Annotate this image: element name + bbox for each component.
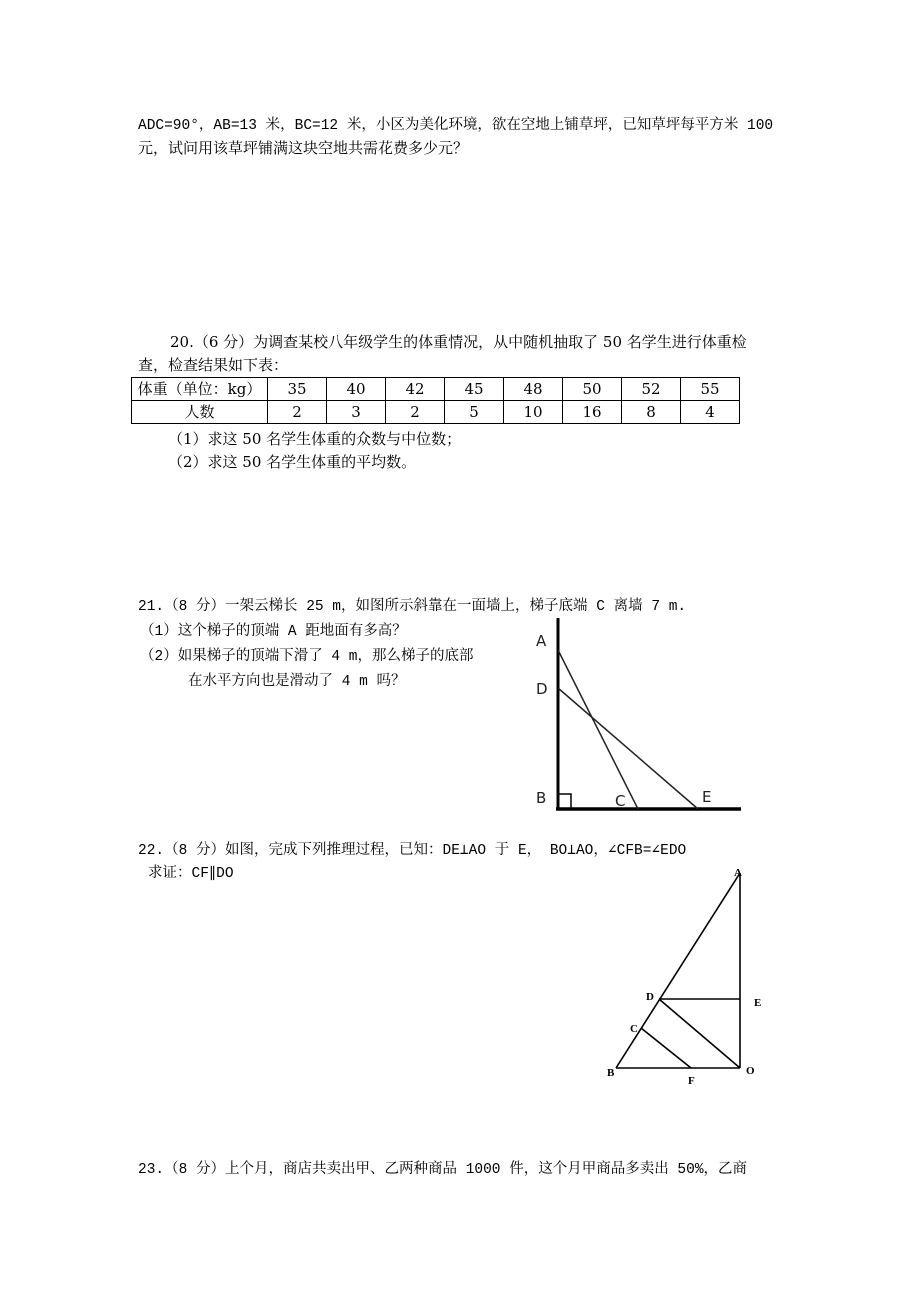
table-cell: 16 [563, 401, 622, 424]
table-cell: 3 [327, 401, 386, 424]
table-row [132, 401, 740, 424]
q19-text-line2: 元，试问用该草坪铺满这块空地共需花费多少元？ [138, 139, 469, 157]
table-cell: 55 [681, 378, 740, 401]
label-a: A [734, 867, 742, 879]
q20-text-line2: 查，检查结果如下表： [138, 356, 289, 374]
q22-text-line1: 22.（8 分）如图，完成下列推理过程，已知：DE⊥AO 于 E， BO⊥AO，∠CFB=∠EDO [138, 843, 687, 859]
table-cell: 35 [268, 378, 327, 401]
ladder-de [558, 688, 698, 809]
segment-do [659, 999, 740, 1068]
q21-text-line1: 21.（8 分）一架云梯长 25 m，如图所示斜靠在一面墙上，梯子底端 C 离墙 7 m. [138, 599, 687, 615]
label-c: C [630, 1023, 638, 1035]
q22-text-line2: 求证：CF∥DO [148, 866, 234, 882]
segment-cf [641, 1028, 691, 1068]
table-header-weight: 体重（单位：kg） [132, 378, 268, 401]
label-e: E [702, 788, 712, 806]
ladder-figure [520, 610, 750, 820]
right-angle-mark [558, 794, 571, 809]
table-cell: 2 [386, 401, 445, 424]
table-cell: 50 [563, 378, 622, 401]
label-b: B [607, 1067, 615, 1079]
label-d: D [646, 991, 654, 1003]
label-o: O [746, 1065, 755, 1077]
label-b: B [536, 789, 547, 807]
table-row [132, 378, 740, 401]
label-e: E [754, 997, 762, 1009]
q20-sub1: （1）求这 50 名学生体重的众数与中位数； [168, 430, 462, 448]
q21-sub2-line1: （2）如果梯子的顶端下滑了 4 m，那么梯子的底部 [140, 649, 474, 665]
table-cell: 5 [445, 401, 504, 424]
ladder-ac [558, 650, 638, 809]
q21-sub1: （1）这个梯子的顶端 A 距地面有多高？ [140, 624, 407, 640]
label-f: F [688, 1075, 695, 1087]
segment-ab [616, 873, 740, 1068]
label-c: C [615, 792, 626, 810]
table-cell: 42 [386, 378, 445, 401]
label-d: D [536, 680, 548, 698]
table-cell: 40 [327, 378, 386, 401]
label-a: A [536, 632, 547, 650]
table-cell: 45 [445, 378, 504, 401]
q19-text-line1: ADC=90°，AB=13 米，BC=12 米，小区为美化环境，欲在空地上铺草坪，已知草坪每平方米 100 [138, 118, 774, 134]
table-cell: 2 [268, 401, 327, 424]
table-header-count: 人数 [132, 401, 268, 424]
table-cell: 52 [622, 378, 681, 401]
q20-text-line1: 20.（6 分）为调查某校八年级学生的体重情况，从中随机抽取了 50 名学生进行体重检 [170, 333, 747, 351]
table-cell: 10 [504, 401, 563, 424]
q21-sub2-line2: 在水平方向也是滑动了 4 m 吗？ [188, 674, 406, 690]
table-cell: 8 [622, 401, 681, 424]
proof-figure [600, 860, 780, 1085]
weight-table [131, 377, 740, 424]
table-cell: 48 [504, 378, 563, 401]
q23-text-line1: 23.（8 分）上个月，商店共卖出甲、乙两种商品 1000 件，这个月甲商品多卖出 50%，乙商 [138, 1162, 748, 1178]
q20-sub2: （2）求这 50 名学生体重的平均数。 [168, 453, 417, 471]
table-cell: 4 [681, 401, 740, 424]
